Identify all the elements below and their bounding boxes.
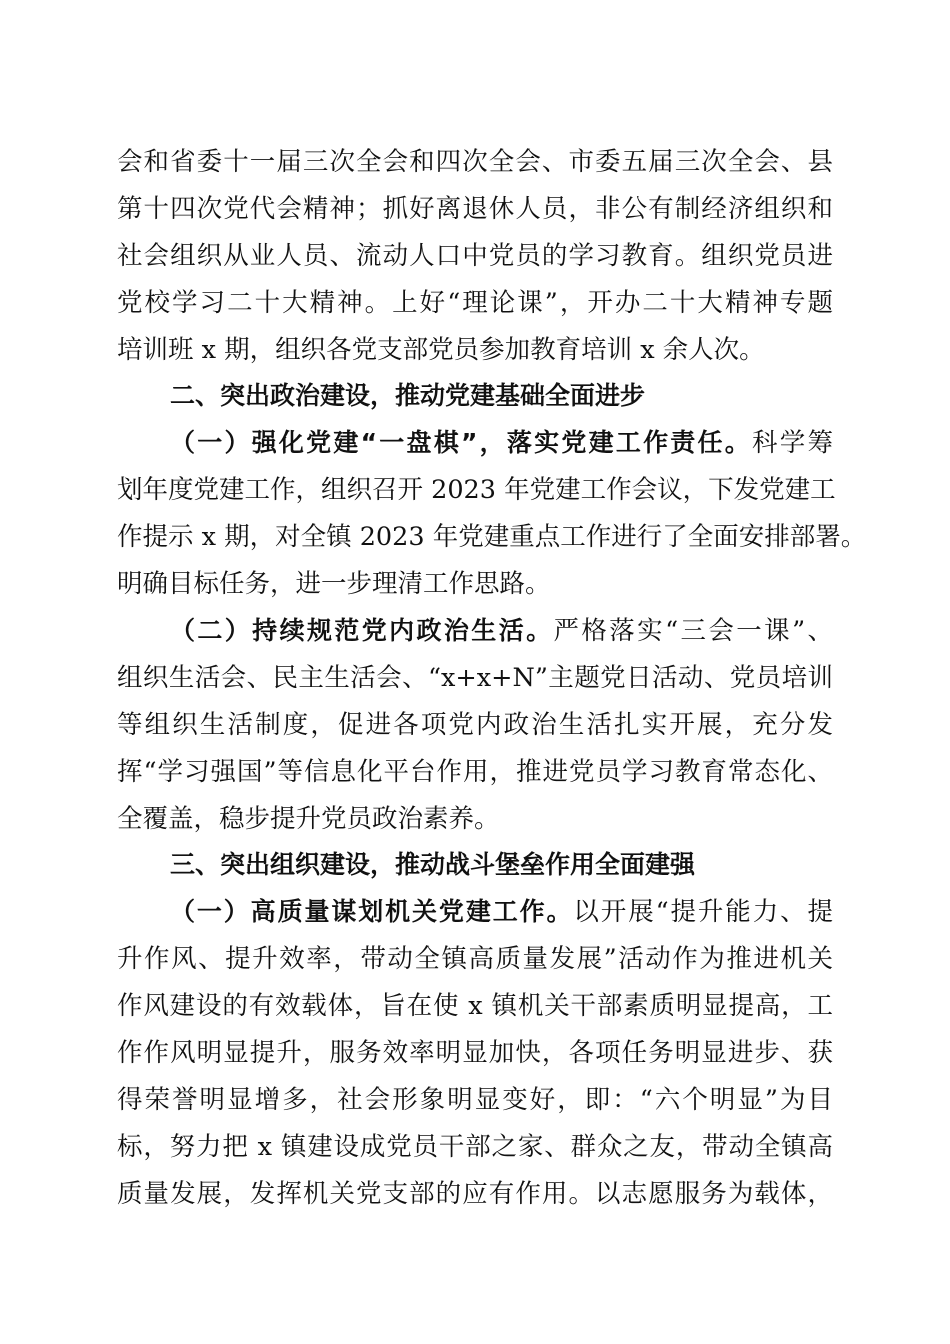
item-lead-rest: 严格落实“三会一课”、 [553,616,833,646]
paragraph-line: 作提示 x 期，对全镇 2023 年党建重点工作进行了全面安排部署。 [117,522,867,552]
paragraph-line: 挥“学习强国”等信息化平台作用，推进党员学习教育常态化、 [117,757,833,787]
item-first-line [170,892,833,932]
paragraph-line: 等组织生活制度，促进各项党内政治生活扎实开展，充分发 [117,710,833,740]
paragraph-line: 明确目标任务，进一步理清工作思路。 [117,569,551,599]
paragraph-line: 得荣誉明显增多，社会形象明显变好，即：“六个明显”为目 [117,1085,833,1115]
item-first-line [170,423,833,463]
paragraph-line: 第十四次党代会精神；抓好离退休人员，非公有制经济组织和 [117,194,833,224]
paragraph-line: 会和省委十一届三次全会和四次全会、市委五届三次全会、县 [117,147,833,177]
paragraph-line: 作风建设的有效载体，旨在使 x 镇机关干部素质明显提高，工 [117,991,833,1021]
item-lead: （一）高质量谋划机关党建工作。 [170,897,574,926]
paragraph-line: 质量发展，发挥机关党支部的应有作用。以志愿服务为载体， [117,1179,833,1209]
item-first-line [170,611,833,651]
paragraph-line: 培训班 x 期，组织各党支部党员参加教育培训 x 余人次。 [117,335,765,365]
paragraph-line: 组织生活会、民主生活会、“x+x+N”主题党日活动、党员培训 [117,663,833,693]
paragraph-line: 社会组织从业人员、流动人口中党员的学习教育。组织党员进 [117,241,833,271]
section-heading: 二、突出政治建设，推动党建基础全面进步 [170,381,646,410]
item-lead: （一）强化党建“一盘棋”，落实党建工作责任。 [170,428,753,457]
paragraph-line: 党校学习二十大精神。上好“理论课”，开办二十大精神专题 [117,288,833,318]
item-lead: （二）持续规范党内政治生活。 [170,616,554,645]
section-heading: 三、突出组织建设，推动战斗堡垒作用全面建强 [170,850,696,879]
paragraph-line: 作作风明显提升，服务效率明显加快，各项任务明显进步、获 [117,1038,833,1068]
paragraph-line: 升作风、提升效率，带动全镇高质量发展”活动作为推进机关 [117,944,833,974]
paragraph-line: 划年度党建工作，组织召开 2023 年党建工作会议，下发党建工 [117,475,836,505]
item-lead-rest: 以开展“提升能力、提 [573,897,833,927]
paragraph-line: 标，努力把 x 镇建设成党员干部之家、群众之友，带动全镇高 [117,1132,833,1162]
paragraph-line: 全覆盖，稳步提升党员政治素养。 [117,804,500,834]
item-lead-rest: 科学筹 [752,428,833,458]
